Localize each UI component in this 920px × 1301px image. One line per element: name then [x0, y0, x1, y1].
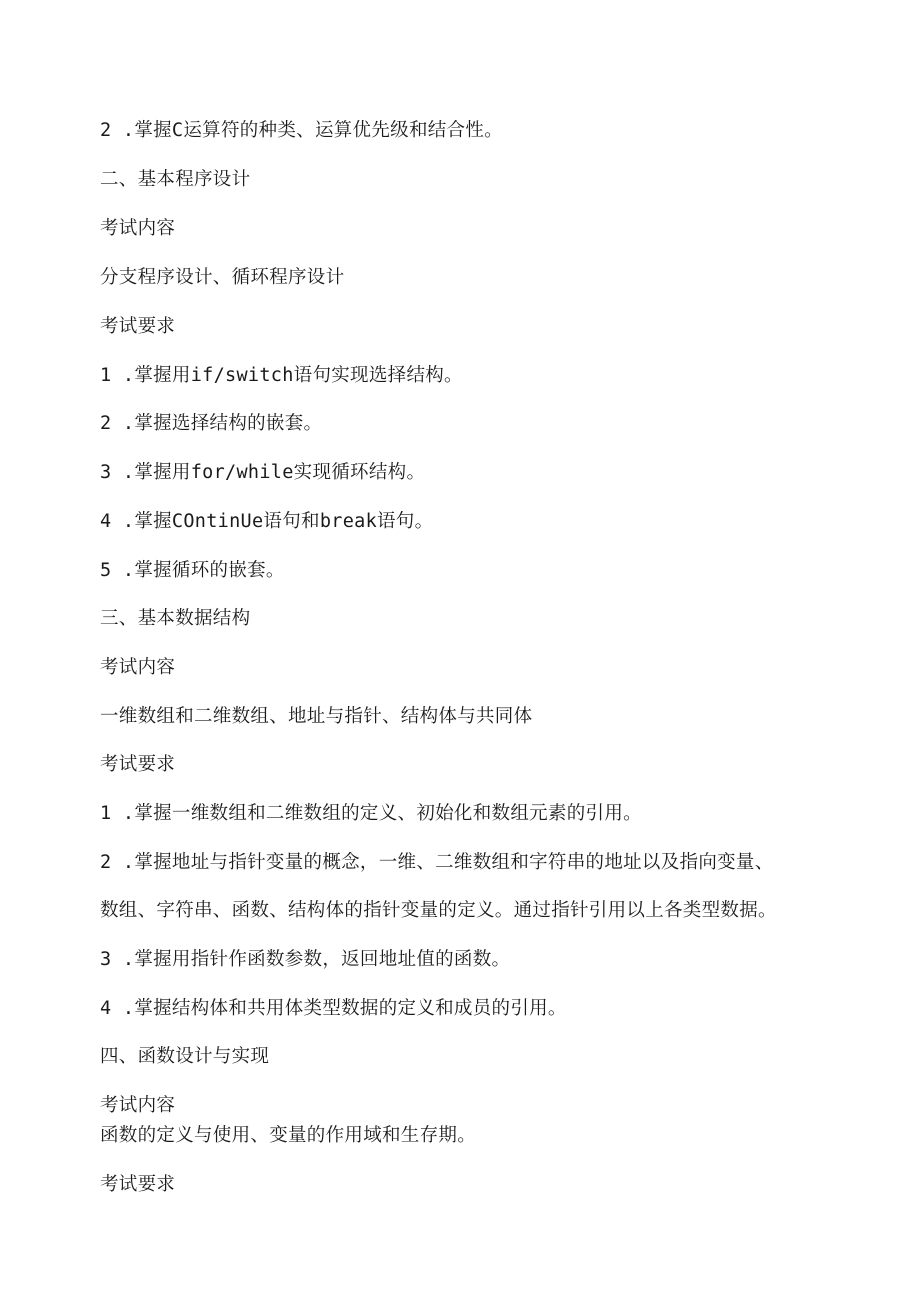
requirement-item: 1 .掌握用if/switch语句实现选择结构。	[100, 365, 463, 386]
requirement-item: 3 .掌握用指针作函数参数，返回地址值的函数。	[100, 949, 511, 970]
subheading-content: 考试内容	[100, 218, 176, 239]
subheading-content: 考试内容	[100, 657, 176, 678]
section-heading: 三、基本数据结构	[100, 608, 251, 629]
section-heading: 四、函数设计与实现	[100, 1046, 270, 1067]
subheading-requirements: 考试要求	[100, 316, 176, 337]
section-heading: 二、基本程序设计	[100, 169, 251, 190]
requirement-item: 3 .掌握用for/while实现循环结构。	[100, 462, 426, 483]
content-text: 分支程序设计、循环程序设计	[100, 267, 345, 288]
subheading-requirements: 考试要求	[100, 1174, 176, 1195]
requirement-item: 2 .掌握选择结构的嵌套。	[100, 413, 323, 434]
requirement-item: 5 .掌握循环的嵌套。	[100, 560, 285, 581]
requirement-item: 2 .掌握C运算符的种类、运算优先级和结合性。	[100, 120, 503, 141]
requirement-item: 4 .掌握结构体和共用体类型数据的定义和成员的引用。	[100, 998, 567, 1019]
subheading-requirements: 考试要求	[100, 754, 176, 775]
content-text: 一维数组和二维数组、地址与指针、结构体与共同体	[100, 706, 533, 727]
requirement-item: 1 .掌握一维数组和二维数组的定义、初始化和数组元素的引用。	[100, 803, 642, 824]
subheading-content: 考试内容	[100, 1095, 176, 1116]
content-text: 函数的定义与使用、变量的作用域和生存期。	[100, 1125, 477, 1146]
requirement-item-continuation: 数组、字符串、函数、结构体的指针变量的定义。通过指针引用以上各类型数据。	[100, 900, 777, 921]
requirement-item: 4 .掌握COntinUe语句和break语句。	[100, 511, 434, 532]
requirement-item: 2 .掌握地址与指针变量的概念，一维、二维数组和字符串的地址以及指向变量、	[100, 852, 774, 873]
